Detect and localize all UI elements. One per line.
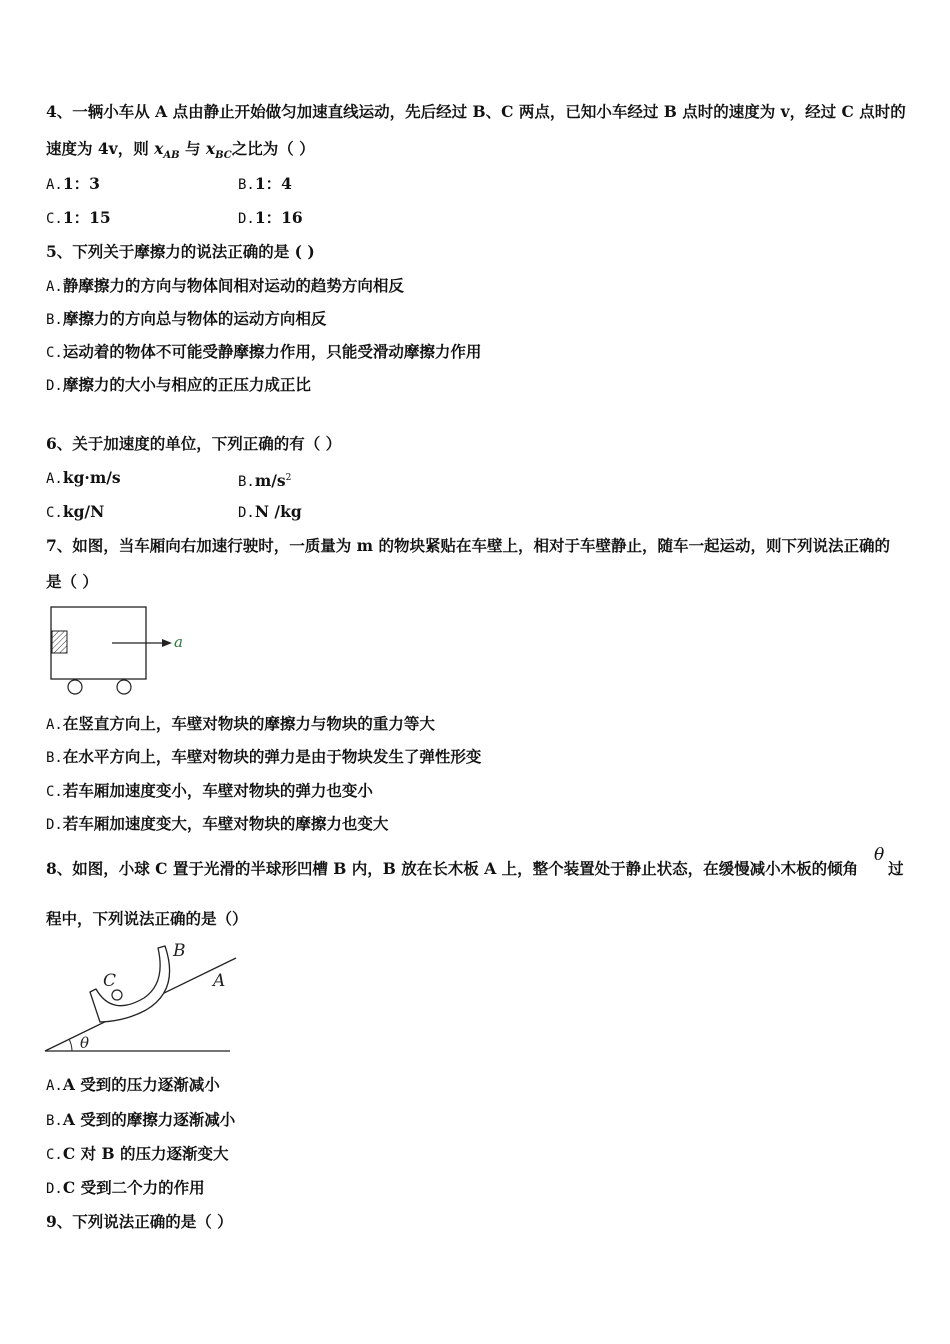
q4-option-c-text: 1：15 (62, 208, 111, 227)
q4-option-d (238, 208, 303, 229)
q8-stem-line1 (46, 859, 858, 879)
q6-option-b-letter: B. (238, 474, 255, 491)
q8-option-d-letter: D. (46, 1181, 63, 1197)
q6-option-b (238, 468, 291, 492)
q7-option-d-text: 若车厢加速度变大，车壁对物块的摩擦力也变大 (62, 814, 389, 833)
q8-figure-incline (40, 938, 240, 1058)
q6-stem: 6、关于加速度的单位，下列正确的有（ ） (46, 434, 342, 453)
q6-option-a-text: kg·m/s (62, 468, 121, 487)
q6-option-d-text: N /kg (254, 502, 302, 521)
theta-label: θ (80, 1034, 90, 1052)
q4-x-bc: x (205, 139, 216, 158)
q8-option-a-text: A 受到的压力逐渐减小 (62, 1075, 220, 1094)
q8-option-c-letter: C. (46, 1147, 63, 1163)
q7-option-c (46, 781, 373, 802)
q7-stem-line2: 是（ ） (46, 572, 98, 591)
q6-option-b-text: m/s (254, 471, 286, 491)
q5-option-d (46, 375, 311, 396)
q5-option-c-text: 运动着的物体不可能受静摩擦力作用，只能受滑动摩擦力作用 (62, 342, 482, 361)
q5-option-b (46, 309, 326, 330)
q8-option-a (46, 1075, 220, 1096)
q4-option-b-text: 1：4 (254, 174, 292, 193)
q6-option-a-letter: A. (46, 471, 63, 487)
q8-option-c-text: C 对 B 的压力逐渐变大 (62, 1144, 229, 1163)
q7-option-a-text: 在竖直方向上，车壁对物块的摩擦力与物块的重力等大 (62, 714, 435, 733)
q5-option-c-letter: C. (46, 345, 63, 361)
q4-option-a-letter: A. (46, 177, 63, 193)
q8-stem-line1-end: 过 (888, 859, 904, 878)
q4-stem-line2-post: 之比为（ ） (231, 139, 315, 158)
q9-stem: 9、下列说法正确的是（ ） (46, 1212, 233, 1231)
q4-stem-line2 (46, 139, 315, 166)
acceleration-label: a (174, 633, 183, 651)
q7-option-a-letter: A. (46, 717, 63, 733)
q8-option-a-letter: A. (46, 1078, 63, 1094)
q6-option-b-sup: 2 (285, 473, 292, 483)
q7-option-d-letter: D. (46, 817, 63, 833)
q8-option-d (46, 1178, 205, 1199)
q6-option-c-letter: C. (46, 505, 63, 521)
q6-option-c (46, 502, 104, 523)
groove-b (90, 946, 170, 1022)
q4-option-b (238, 174, 292, 195)
q4-option-d-letter: D. (238, 211, 255, 227)
q7-stem-line1: 7、如图，当车厢向右加速行驶时，一质量为 m 的物块紧贴在车壁上，相对于车壁静止，随车一起运动，则下列说法正确的 (46, 536, 890, 555)
q7-figure-cart (46, 604, 196, 699)
q4-option-a-text: 1：3 (62, 174, 100, 193)
q4-x-ab-sub: AB (163, 150, 180, 162)
q7-option-b (46, 747, 481, 768)
q4-option-a (46, 174, 100, 195)
q4-stem-line2-pre: 速度为 4v，则 (46, 139, 155, 158)
q7-option-c-letter: C. (46, 784, 63, 800)
q5-stem: 5、下列关于摩擦力的说法正确的是 ( ) (46, 242, 315, 261)
q7-option-b-letter: B. (46, 750, 63, 766)
q7-option-a (46, 714, 435, 735)
angle-arc (69, 1039, 72, 1051)
q4-option-d-text: 1：16 (254, 208, 303, 227)
q5-option-d-letter: D. (46, 378, 63, 394)
q4-option-c (46, 208, 111, 229)
cart-wheel-right (117, 680, 131, 694)
q8-theta-symbol: θ (874, 845, 885, 865)
q8-option-b-letter: B. (46, 1113, 63, 1129)
label-c: C (103, 971, 117, 991)
q5-option-a-letter: A. (46, 279, 63, 295)
q6-option-c-text: kg/N (62, 502, 105, 521)
ball-c (112, 990, 122, 1000)
q6-option-d-letter: D. (238, 505, 255, 521)
q5-option-b-text: 摩擦力的方向总与物体的运动方向相反 (62, 309, 327, 328)
q8-stem-line1-text: 8、如图，小球 C 置于光滑的半球形凹槽 B 内，B 放在长木板 A 上，整个装置处于静止状态，在缓慢减小木板的倾角 (46, 859, 859, 878)
q8-option-c (46, 1144, 229, 1165)
label-a: A (213, 971, 226, 991)
cart-wheel-left (68, 680, 82, 694)
q8-option-b-text: A 受到的摩擦力逐渐减小 (62, 1110, 236, 1129)
q4-stem-line1: 4、一辆小车从 A 点由静止开始做匀加速直线运动，先后经过 B、C 两点，已知小车经过 B 点时的速度为 v，经过 C 点时的 (46, 102, 906, 121)
q8-option-d-text: C 受到二个力的作用 (62, 1178, 205, 1197)
q4-mid: 与 (179, 139, 206, 158)
q5-option-a-text: 静摩擦力的方向与物体间相对运动的趋势方向相反 (62, 276, 404, 295)
q4-x-bc-sub: BC (215, 150, 232, 162)
q4-option-c-letter: C. (46, 211, 63, 227)
q6-option-a (46, 468, 121, 489)
q4-option-b-letter: B. (238, 177, 255, 193)
q8-stem-line2: 程中，下列说法正确的是（） (46, 909, 248, 928)
q5-option-b-letter: B. (46, 312, 63, 328)
acceleration-arrow-head (162, 639, 172, 647)
q7-option-b-text: 在水平方向上，车壁对物块的弹力是由于物块发生了弹性形变 (62, 747, 482, 766)
q5-option-d-text: 摩擦力的大小与相应的正压力成正比 (62, 375, 311, 394)
q6-option-d (238, 502, 302, 523)
q8-option-b (46, 1110, 235, 1131)
q7-option-d (46, 814, 388, 835)
label-b: B (173, 941, 186, 961)
block-m (52, 631, 67, 653)
q5-option-c (46, 342, 481, 363)
q7-option-c-text: 若车厢加速度变小，车壁对物块的弹力也变小 (62, 781, 373, 800)
q5-option-a (46, 276, 404, 297)
q4-x-ab: x (154, 139, 164, 158)
